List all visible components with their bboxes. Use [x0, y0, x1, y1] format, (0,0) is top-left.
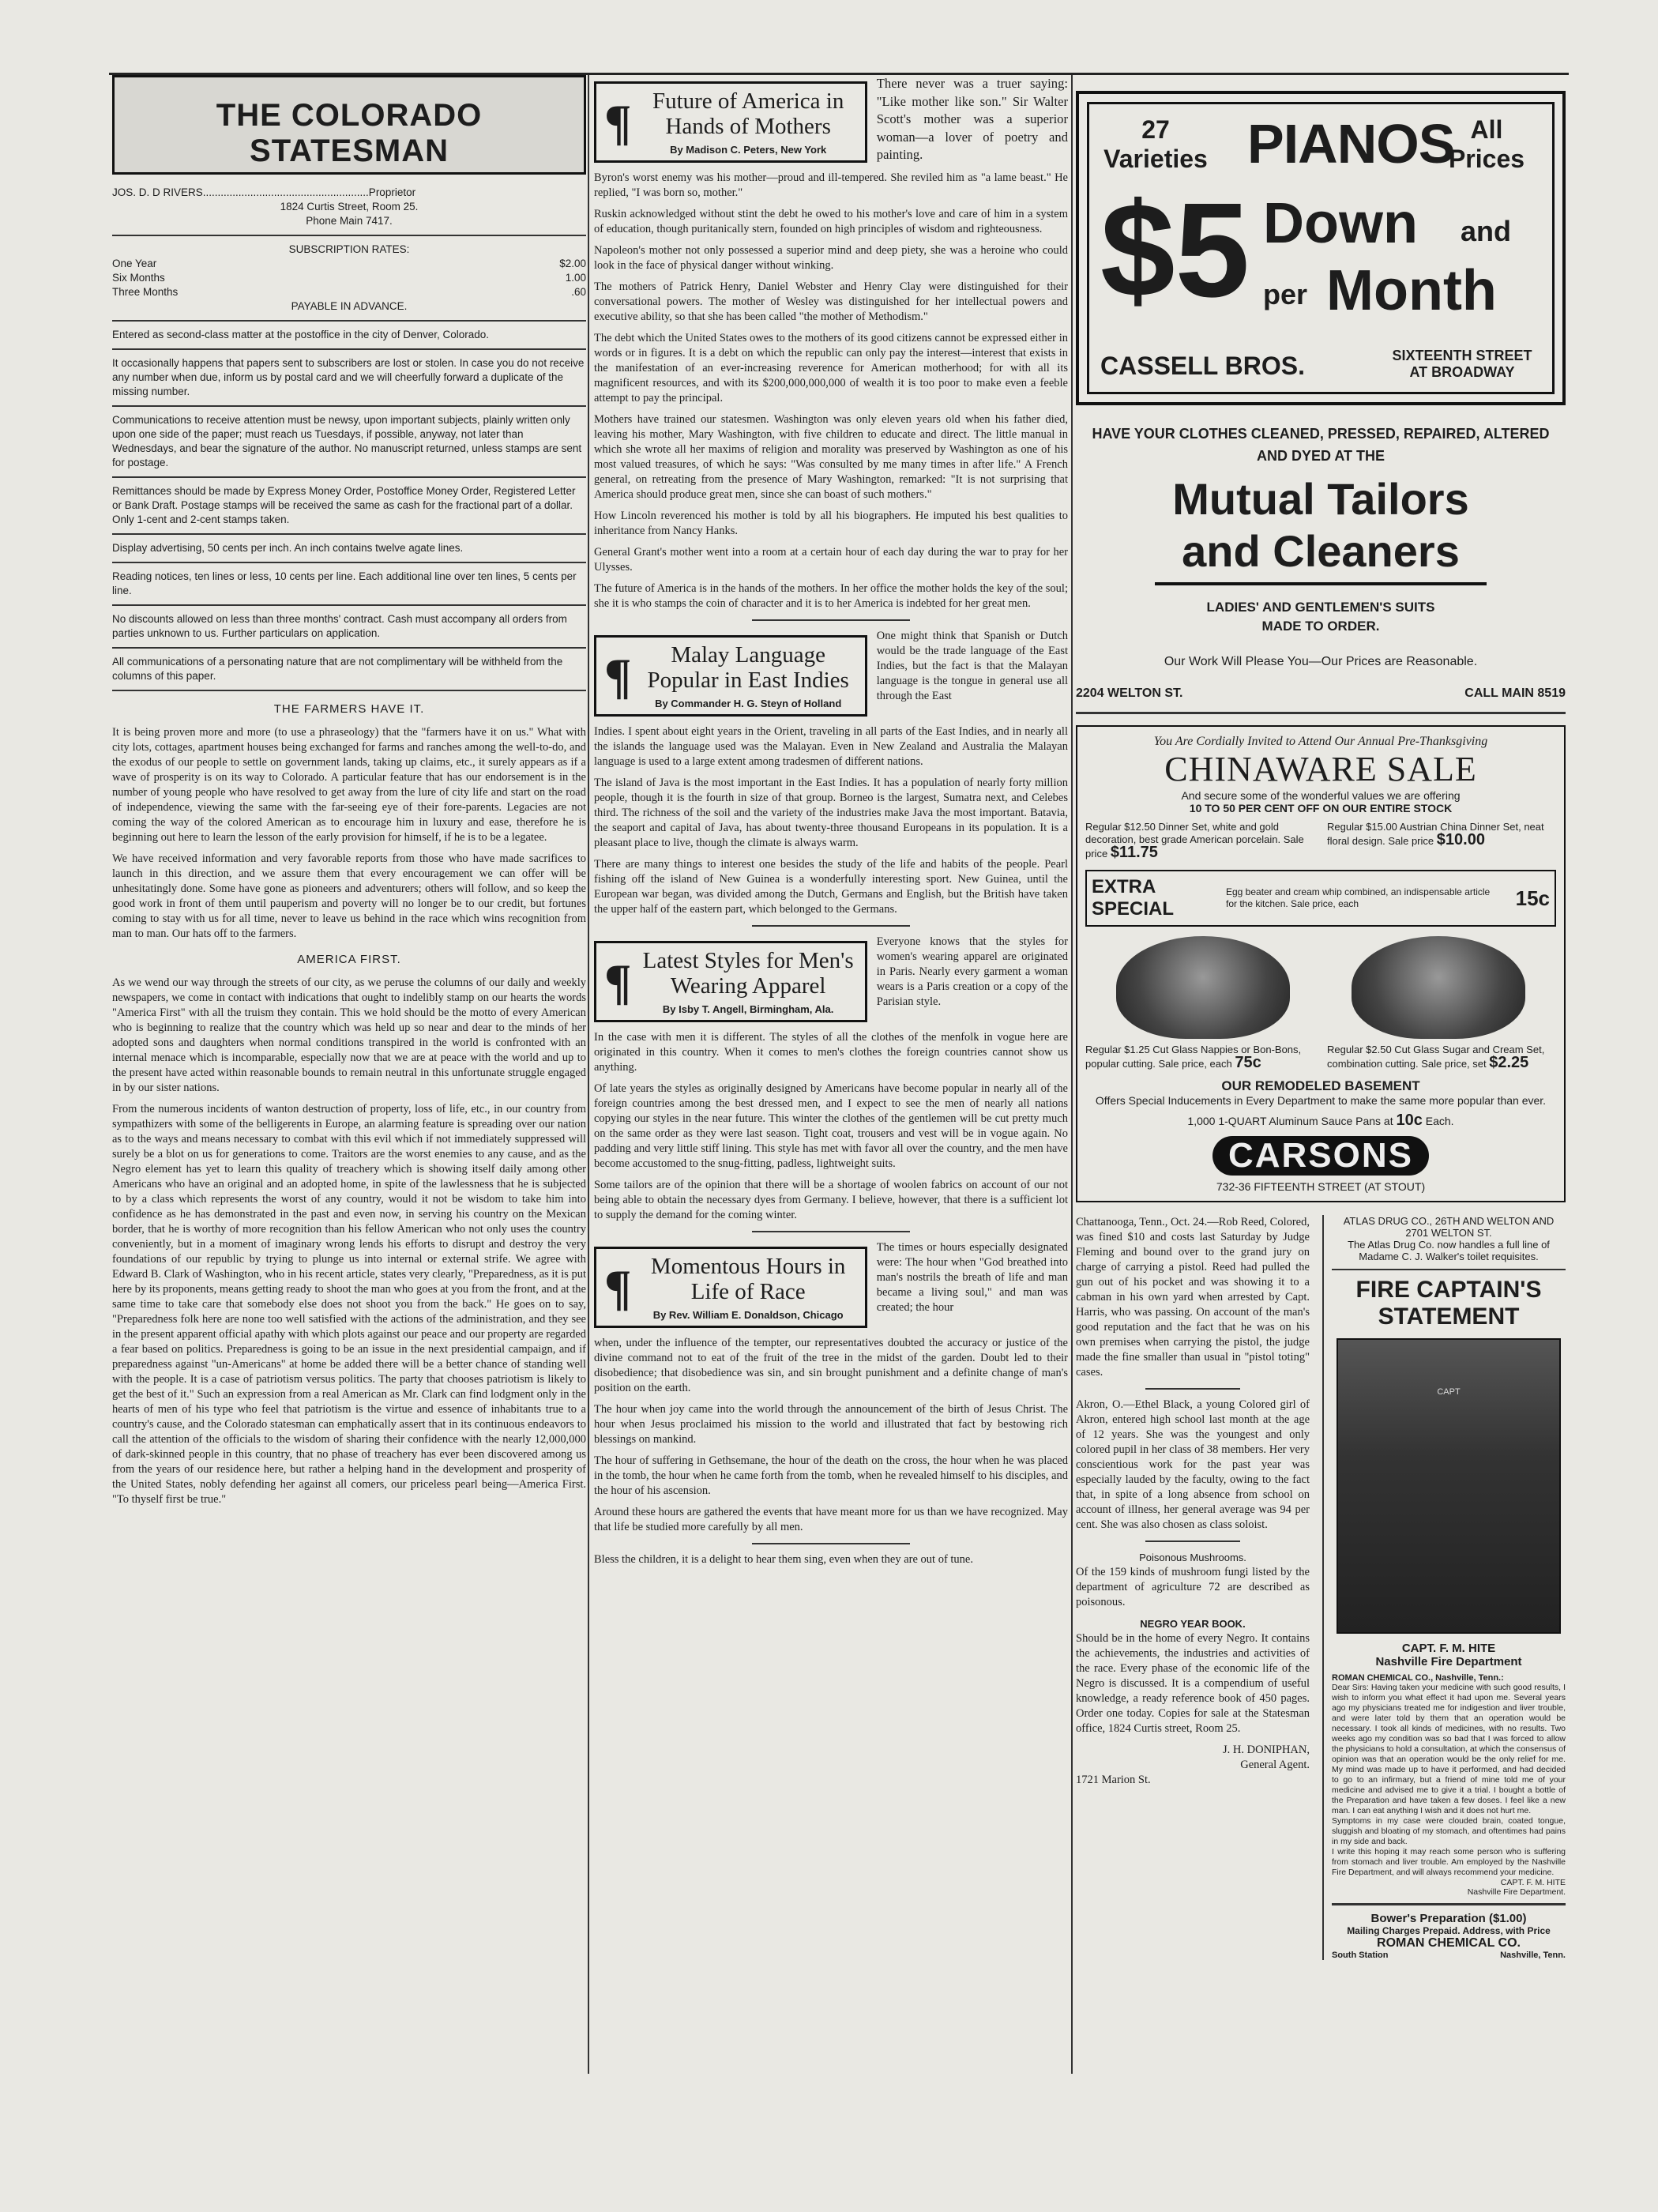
china-title: CHINAWARE SALE — [1164, 750, 1477, 788]
rate-row: One Year $2.00 — [112, 258, 586, 269]
tailors-name-1: Mutual Tailors — [1172, 474, 1469, 524]
extra-special-label: EXTRA SPECIAL — [1092, 876, 1175, 920]
tailors-address: 2204 WELTON ST. — [1076, 687, 1183, 700]
price-label: $5 — [1100, 175, 1250, 325]
all-prices-label: All Prices — [1448, 115, 1525, 173]
pianos-label: PIANOS — [1247, 113, 1455, 175]
tailors-name-2: and Cleaners — [1182, 526, 1460, 576]
paragraph: The island of Java is the most important in the East Indies. It has a population of nearly forty million people, though it is the fourth in size of that group. Borneo is the largest, Sumatra next, and Celebes third. The richness of the soil and the variety of the industries make Java the most important. Batavia, the seaport and capital of Java, has about twenty-three thousand Europeans in its population. It is a pleasant place to live, though the climate is always warm. — [594, 777, 1068, 849]
address-line: 1824 Curtis Street, Room 25. — [280, 201, 419, 213]
fire-title: FIRE CAPTAIN'S STATEMENT — [1355, 1277, 1542, 1330]
china-secure: And secure some of the wonderful values we are offering — [1181, 789, 1461, 802]
basement-text: Offers Special Inducements in Every Department to make the same more popular than ever. — [1095, 1094, 1547, 1107]
mailing-line: Mailing Charges Prepaid. Address, with Price — [1347, 1925, 1551, 1936]
styles-title-box — [594, 941, 867, 1022]
paragraph: Of late years the styles as originally designed by Americans have become popular in nearly all of the foreign countries among the best dressed men, and I expect to see the men of nearly all nations copying our styles in the near future. This winter the clothes of the gentlemen will be cut pretty much on the same order as they were last season. Tight coat, trousers and vest will be in vogue again. No padding and very little stiff lining. This style has met with favor all over the country, and the men have become accustomed to the snug-fitting, padless, lightweight suits. — [594, 1082, 1068, 1170]
pilcrow-icon: ¶ — [604, 93, 632, 150]
pianos-ad-frame — [1087, 102, 1555, 394]
month-label: Month — [1326, 259, 1497, 322]
article-title: Malay Language Popular in East Indies — [647, 642, 849, 693]
per-label: per — [1263, 278, 1308, 310]
article-byline: By Commander H. G. Steyn of Holland — [655, 698, 842, 709]
glass-creamer-icon — [1352, 936, 1525, 1039]
article-title: Latest Styles for Men's Wearing Apparel — [642, 948, 854, 999]
article-byline: By Isby T. Angell, Birmingham, Ala. — [662, 1003, 834, 1015]
america-article — [112, 976, 586, 1507]
divider — [752, 925, 910, 927]
notice: Display advertising, 50 cents per inch. An inch contains twelve agate lines. — [112, 542, 464, 554]
column-left — [112, 75, 586, 1514]
tailors-ad — [1076, 423, 1566, 701]
tailors-phone: CALL MAIN 8519 — [1464, 687, 1566, 700]
notice: No discounts allowed on less than three months' contract. Cash must accompany all orders from parties unknown to us. Further particulars on application. — [112, 613, 567, 639]
paragraph: Mothers have trained our statesmen. Washington was only eleven years old when his father died, leaving his mother, Mary Washington, with five children to educate and direct. The little manual in which she wrote all her maxims of religion and morality was preserved by Washington as one of his most valued treasures, of which he says: "Was consulted by me many times in after life." A French general, on retreating from the presence of Mary Washington, remarked: "It is not surprising that America should produce great men, since she can boast of such mothers." — [594, 413, 1068, 501]
dinner-set-offer: Regular $15.00 Austrian China Dinner Set, neat floral design. Sale price $10.00 — [1327, 821, 1544, 848]
paragraph: The debt which the United States owes to the mothers of its good citizens cannot be expressed either in words or in figures. It is a debt on which the republic can only pay the interest—interest that exists in the manifestation of an ever-increasing reverence for American motherhood; for with all its magnificent resources, and with its $200,000,000,000 of wealth it is too poor to make even a feeble attempt to pay the principal. — [594, 332, 1068, 404]
hours-header-row — [594, 1240, 1068, 1336]
rate-row: Three Months .60 — [112, 286, 586, 298]
tailors-sub: LADIES' AND GENTLEMEN'S SUITS MADE TO ORDER. — [1206, 600, 1435, 634]
pilcrow-icon: ¶ — [604, 647, 632, 704]
letter-to: ROMAN CHEMICAL CO., Nashville, Tenn.: — [1332, 1673, 1504, 1683]
divider — [752, 619, 910, 621]
letter-body: Dear Sirs: Having taken your medicine with such good results, I wish to inform you what effect it had upon me. Several years ago my physicians treated me for indigestion and liver trouble, and were later told by them that an operation would be necessary. I took all kinds of medicines, with no results. Two weeks ago my condition was so bad that I was forced to allow the physicians to hold a consultation, at which the consensus of opinion was that an operation would be the only relief for me. My mind was made up to have it performed, and had decided to go to an infirmary, but a friend of mine told me of your medicine and advised me to give it a trial. I bought a bottle of the Preparation and have taken a few doses. I feel like a new man. I can eat anything I wish and it does not hurt me. Symptoms in my case were clouded brain, coated tongue, sluggish and bloating of my stomach, and oftentimes had pains in my side and back. I write this hoping it may reach some person who is suffering from stomach and liver trouble. Am employed by the Nashville Fire Department, and will always recommend your medicine. — [1332, 1683, 1566, 1877]
notice: Entered as second-class matter at the postoffice in the city of Denver, Colorado. — [112, 329, 490, 340]
drug-text: The Atlas Drug Co. now handles a full line of Madame C. J. Walker's toilet requisites. — [1348, 1239, 1550, 1262]
pilcrow-icon: ¶ — [604, 1258, 632, 1315]
mothers-article — [594, 171, 1068, 611]
mothers-header-row — [594, 75, 1068, 171]
styles-article — [594, 1030, 1068, 1223]
chinaware-ad — [1076, 725, 1566, 1202]
masthead-title: THE COLORADO STATESMAN — [216, 98, 483, 168]
proprietor-line: JOS. D. D RIVERS........................................................Proprietor — [112, 186, 416, 198]
paragraph: Some tailors are of the opinion that there will be a shortage of woolen fabrics on account of our not being able to obtain the necessary dyes from Germany. I believe, however, that there is a sufficient lot to supply the demand for the coming winter. — [594, 1179, 1068, 1221]
dinner-set-offer: Regular $12.50 Dinner Set, white and gold decoration, best grade American porcelain. Sale price $11.75 — [1085, 821, 1304, 861]
store-address: SIXTEENTH STREET AT BROADWAY — [1392, 348, 1532, 380]
company-location: South Station Nashville, Tenn. — [1332, 1951, 1566, 1960]
lead-paragraph: The times or hours especially designated were: The hour when "God breathed into man's nostrils the breath of life and man became a living soul," and man was created; the hour — [876, 1241, 1068, 1314]
tailors-contact — [1076, 687, 1566, 701]
farmers-article — [112, 725, 586, 942]
mothers-title-box — [594, 81, 867, 163]
china-dinner-sets — [1085, 821, 1556, 860]
lead-paragraph: There never was a truer saying: "Like mother like son." Sir Walter Scott's mother was a superior woman—a lover of poetry and painting. — [876, 76, 1068, 162]
pianos-ad — [1076, 91, 1566, 405]
china-invite: You Are Cordially Invited to Attend Our Annual Pre-Thanksgiving — [1153, 735, 1488, 748]
carsons-address: 732-36 FIFTEENTH STREET (AT STOUT) — [1216, 1180, 1426, 1193]
paragraph: Around these hours are gathered the events that have meant more for us than we have recognized. May that life be studied more carefully by all men. — [594, 1506, 1068, 1533]
column-right — [1076, 75, 1566, 1960]
varieties-label: 27 Varieties — [1103, 115, 1208, 173]
tailors-slogan: Our Work Will Please You—Our Prices are Reasonable. — [1164, 655, 1478, 668]
rate-row: Six Months 1.00 — [112, 272, 586, 284]
basement-title: OUR REMODELED BASEMENT — [1221, 1078, 1420, 1093]
cut-glass-offer: Regular $2.50 Cut Glass Sugar and Cream Set, combination cutting. Sale price, set $2.25 — [1327, 1044, 1545, 1071]
paragraph: The hour of suffering in Gethsemane, the hour of the death on the cross, the hour when he was placed in the tomb, the hour when he came forth from the tomb, when he revealed himself to his disciples, and the hour of his ascension. — [594, 1454, 1068, 1497]
column-rule-2 — [1071, 75, 1073, 2074]
paragraph: Napoleon's mother not only possessed a superior mind and deep piety, she was a heroine who could look in the face of physical danger without winking. — [594, 244, 1068, 272]
malay-header-row — [594, 629, 1068, 724]
yearbook-sig2: General Agent. — [1240, 1759, 1310, 1771]
paragraph: We have received information and very favorable reports from those who have made sacrifices to launch in this direction, and we assure them that every encouragement we can offer will be unhesitatingly done. Some have gone as pioneers and adventurers; others will follow, and so keep the good work in front of them until pauperism and poverty will no longer be to our credit, but fortunes coming to stay with us for all time, never to leave us behind in the race which wins recognition from man to man. Our hats off to the farmers. — [112, 852, 586, 940]
down-label: Down — [1263, 192, 1418, 255]
phone-line: Phone Main 7417. — [306, 215, 393, 227]
drug-head: ATLAS DRUG CO., 26TH AND WELTON AND 2701 WELTON ST. — [1343, 1215, 1555, 1239]
column-rule-1 — [588, 75, 589, 2074]
styles-header-row — [594, 935, 1068, 1030]
hours-title-box — [594, 1247, 867, 1328]
masthead — [112, 75, 586, 175]
closing-paragraph: Bless the children, it is a delight to hear them sing, even when they are out of tune. — [594, 1553, 973, 1566]
captain-portrait — [1337, 1338, 1561, 1634]
letter-sig: CAPT. F. M. HITE — [1500, 1878, 1566, 1887]
pilcrow-icon: ¶ — [604, 953, 632, 1010]
hours-article — [594, 1336, 1068, 1535]
carsons-logo: CARSONS — [1085, 1136, 1556, 1176]
news-brief: Chattanooga, Tenn., Oct. 24.—Rob Reed, Colored, was fined $10 and costs last Saturday by Judge Fleming and bound over to the grand jury on charge of carrying a pistol. Reed had pulled the gun out of his pocket and was showing it to a cabman in his own yard when arrested by Capt. Harris, who was passing. On account of the man's good reputation and the fact that he was on his own premises when carrying the pistol, the judge made the fine smaller than usual in "pistol toting" cases. — [1076, 1216, 1310, 1379]
notice: It occasionally happens that papers sent to subscribers are lost or stolen. In case you do not receive any number when due, inform us by postal card and we will cheerfully forward a duplicate of the missing number. — [112, 357, 585, 397]
china-discount: 10 TO 50 PER CENT OFF ON OUR ENTIRE STOCK — [1189, 802, 1453, 814]
divider — [752, 1231, 910, 1232]
yearbook-head: NEGRO YEAR BOOK. — [1140, 1618, 1246, 1630]
and-label: and — [1461, 215, 1512, 247]
paragraph: From the numerous incidents of wanton destruction of property, loss of life, etc., in our country from sympathizers with some of the belligerents in Europe, an alarming feature is spreading over our nation as to the ways and means necessary to combat with this evil which if not immediately suppressed will surely be a blot on us for generations to come. Traitors are the worst enemies to any cause, and as the Negro element has yet to learn this quality of treachery which is showing itself daily among other Americans who have an original and an adopted home, in spite of the lawlessness that he is subjected to by a class which represents the worst of any country, would it not be wisdom to take him into confidence as he has demonstrated in the past and even now, in serving his country on the Mexican border, that he is worthy of more recognition than his fellow American who not only uses the country conveniently, but in a moment of imaginary wrong lends his efforts to disrupt and destroy the very foundations of our republic by trying to plunge us into internal or external strife. We agree with Edward B. Clark of Washington, who in his recent article, states very clearly, "Preparedness, as it is put here by its proponents, means getting ready to shoot the man who goes at you from the front, and at the same time to take care that somebody else does not shoot you from the back." He goes on to say, "Preparedness folk here are none too well satisfied with the actions of the administration, and they see in the present apparent official apathy with which plots against our peace and our property are regarded a fear based on politics. Preparedness is going to be an issue in the next presidential campaign, and if preparedness against "un-Americans" at home be added there will be a better chance of standing well with the people. It is a case of patriotism versus politics. The party that chooses patriotism is likely to get the best of it." Such an expression from a real American as Mr. Clark can find lodgment only in the hearts of men of his type who feel that patriotism is the virtue and essence of inhabitants true to a country's cause, and the Colorado statesman can emphatically assert that in its continuous endeavors to call the attention of the officials to the wisdom of sharing their confidence with the nearly 12,000,000 of dark-skinned people in this country, that no phase of treachery has ever been discovered among us from the years of our residence here, but rather a helping hand in the development and prosperity of the United States, nobly defending her against all comers, our priceless pearl being—America First. "To thyself first be true." — [112, 1103, 586, 1506]
farmers-headline: THE FARMERS HAVE IT. — [273, 702, 425, 716]
extra-special-text: Egg beater and cream whip combined, an indispensable article for the kitchen. Sale price, each — [1226, 886, 1491, 909]
lead-paragraph: One might think that Spanish or Dutch would be the trade language of the East Indies, but the fact is that the Malayan language is the tongue in general use all through the East — [876, 630, 1068, 702]
cut-glass-offer: Regular $1.25 Cut Glass Nappies or Bon-Bons, popular cutting. Sale price, each 75c — [1085, 1044, 1302, 1071]
extra-special-price: 15c — [1515, 886, 1550, 910]
paragraph: In the case with men it is different. The styles of all the clothes of the menfolk in vogue here are originated in this country. When it comes to men's clothes the foreign countries cannot show us anything. — [594, 1031, 1068, 1074]
article-byline: By Rev. William E. Donaldson, Chicago — [652, 1309, 844, 1321]
malay-article — [594, 724, 1068, 917]
paragraph: Indies. I spent about eight years in the Orient, traveling in all parts of the East Indies, and in nearly all the islands the language used was the Malayan. Even in New Zealand and Australia the Malayan language is used to a large extent among tradesmen of different nations. — [594, 725, 1068, 768]
glass-bowl-icon — [1116, 936, 1290, 1039]
america-headline: AMERICA FIRST. — [297, 953, 401, 966]
masthead-info — [112, 186, 586, 691]
store-name: CASSELL BROS. — [1100, 352, 1305, 380]
company-name: ROMAN CHEMICAL CO. — [1377, 1936, 1521, 1950]
paragraph: The future of America is in the hands of the mothers. In her office the mother holds the key of the soul; she it is who stamps the coin of character and it is to her America is indebted for her great men. — [594, 582, 1068, 610]
bottom-right-section — [1076, 1215, 1566, 1960]
cut-glass-images — [1085, 936, 1556, 1039]
paragraph: Byron's worst enemy was his mother—proud and ill-tempered. She reviled him as "a lame beast." He replied, "I was born so, mother." — [594, 171, 1068, 199]
paragraph: How Lincoln reverenced his mother is told by all his biographers. He imputed his best qualities to inheritance from Nancy Hanks. — [594, 510, 1068, 537]
notice: Remittances should be made by Express Money Order, Postoffice Money Order, Registered Letter or Bank Draft. Postage stamps will be received the same as cash for the fractional part of a dollar. Only 1-cent and 2-cent stamps taken. — [112, 485, 576, 525]
rates-title: SUBSCRIPTION RATES: — [288, 243, 410, 255]
paragraph: It is being proven more and more (to use a phraseology) that the "farmers have it on us." What with city lots, cottages, apartment houses being exchanged for farms and ranches among the well-to-do, and the exodus of our people to settle on government lands, taking up claims, etc., it surely appears as if a wave of prosperity is on its way to Colorado. A particular feature that has our endorsement is in the number of young people who have resolved to get away from the lure of city life and start on the road of independence, viewing the same with the far-seeing eye of their fore-parents. Legacies are not coming the way of the colored American as to encourage him in luxury and ease, therefore he is beginning out here to learn the lesson of the early provision for himself, if he is to be a legatee. — [112, 726, 586, 844]
ads-sidebar — [1322, 1215, 1566, 1960]
paragraph: The mothers of Patrick Henry, Daniel Webster and Henry Clay were distinguished for their conversational powers. The mother of Wesley was distinguished for her intellectual powers and executive ability, so that she has been called "the mother of Methodism." — [594, 280, 1068, 323]
yearbook-sig: J. H. DONIPHAN, — [1223, 1744, 1310, 1756]
notice: Reading notices, ten lines or less, 10 cents per line. Each additional line over ten lines, 5 cents per line. — [112, 570, 577, 596]
paragraph: There are many things to interest one besides the study of the life and habits of the people. Pearl fishing off the island of New Guinea is a wonderfully interesting sport. New Guinea, until the European war began, was divided among the Dutch, Germans and English, but the British have taken the upper half of the eastern part, which belonged to the Germans. — [594, 858, 1068, 916]
yearbook-addr: 1721 Marion St. — [1076, 1774, 1151, 1786]
lead-paragraph: Everyone knows that the styles for women's wearing apparel are originated in Paris. Nearly every garment a woman wears is a Paris creation or a copy of the Parisian style. — [876, 935, 1068, 1008]
news-briefs — [1076, 1215, 1310, 1960]
article-title: Momentous Hours in Life of Race — [650, 1254, 846, 1304]
paragraph: General Grant's mother went into a room at a certain hour of each day during the war to pray for her Ulysses. — [594, 546, 1068, 574]
cut-glass-offers — [1085, 1044, 1556, 1070]
column-middle — [594, 75, 1068, 1574]
paragraph: when, under the influence of the tempter, our representatives doubted the accuracy or justice of the divine command not to eat of the fruit of the tree in the midst of the garden. Doubt led to their disobedience; that disobedience was sin, and sin brought punishment and a definite change of man's position on the earth. — [594, 1337, 1068, 1394]
article-title: Future of America in Hands of Mothers — [652, 88, 844, 139]
extra-special-box — [1085, 870, 1556, 927]
letter-sig2: Nashville Fire Department. — [1467, 1887, 1566, 1897]
divider — [752, 1543, 910, 1544]
pans-offer: 1,000 1-QUART Aluminum Sauce Pans at 10c Each. — [1187, 1112, 1454, 1129]
news-brief: Akron, O.—Ethel Black, a young Colored girl of Akron, entered high school last month at the age of 12 years. She was the youngest and only colored pupil in her class of 38 members. Her very conscientious work for the past year was especially lauded by the faculty, owing to the fact that, in spite of a long absence from school on account of illness, her general average was 94 per cent. She was also chosen as class soloist. — [1076, 1398, 1310, 1531]
captain-name: CAPT. F. M. HITE — [1401, 1642, 1496, 1655]
paragraph: The hour when joy came into the world through the announcement of the birth of Jesus Christ. The hour when Jesus proclaimed his mission to the world and illustrated that fact by bestowing rich blessings on mankind. — [594, 1403, 1068, 1446]
product-name: Bower's Preparation ($1.00) — [1370, 1912, 1527, 1925]
payable-line: PAYABLE IN ADVANCE. — [291, 300, 408, 312]
mushroom-text: Of the 159 kinds of mushroom fungi listed by the department of agriculture 72 are described as poisonous. — [1076, 1566, 1310, 1608]
notice: Communications to receive attention must be newsy, upon important subjects, plainly written only upon one side of the paper; must reach us Tuesdays, if possible, anyway, not later than Wednesdays, and bear the signature of the author. No manuscript returned, unless stamps are sent for postage. — [112, 414, 582, 468]
paragraph: As we wend our way through the streets of our city, as we peruse the columns of our daily and weekly newspapers, we come in contact with indications that ought to indelibly stamp on our hearts the words "America First" with all the truism they contain. This we hold should be the motto of every American who is beginning to realize that the country which was held up so near and dear to the minds of her adopted sons and daughters when normal conditions transpired in the world is confronted with an internal menace which is incomparable, especially now that we are at peace with the world and up to the present have acted within reasonable bounds to remain neutral in this unfortunate struggle engaged in by our sister nations. — [112, 976, 586, 1094]
malay-title-box — [594, 635, 867, 717]
mushroom-head: Poisonous Mushrooms. — [1139, 1552, 1246, 1563]
notice: All communications of a personating nature that are not complimentary will be withheld from the columns of this paper. — [112, 656, 563, 682]
yearbook-text: Should be in the home of every Negro. It contains the achievements, the industries and activities of the race. Every phase of the economic life of the Negro is discussed. It is a compendium of useful knowledge, a ready reference book of 450 pages. Order one today. Copies for sale at the Statesman office, 1824 Curtis street, Room 25. — [1076, 1632, 1310, 1735]
paragraph: Ruskin acknowledged without stint the debt he owed to his mother's love and care of him in a system of education, though puritanically stern, founded on high principles of wisdom and righteousness. — [594, 208, 1068, 235]
article-byline: By Madison C. Peters, New York — [670, 144, 827, 156]
tailors-intro: HAVE YOUR CLOTHES CLEANED, PRESSED, REPAIRED, ALTERED AND DYED AT THE — [1092, 426, 1550, 464]
cap-badge: CAPT — [1437, 1387, 1461, 1397]
captain-dept: Nashville Fire Department — [1375, 1655, 1522, 1668]
